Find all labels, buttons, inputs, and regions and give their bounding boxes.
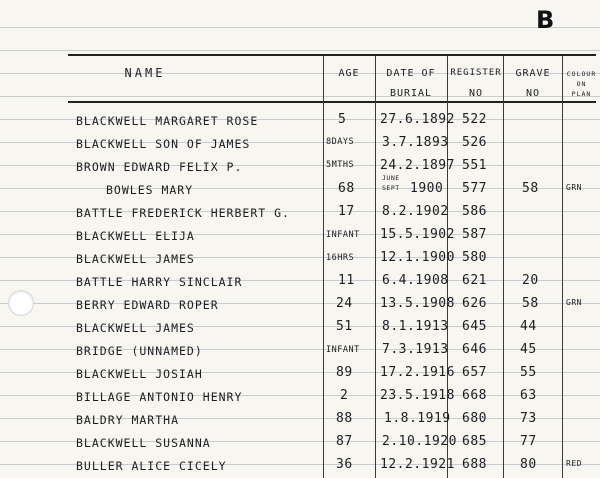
entry-date: 12.1.1900 bbox=[380, 250, 455, 265]
entry-name: BILLAGE ANTONIO HENRY bbox=[76, 390, 243, 404]
entry-age: 2 bbox=[340, 388, 349, 403]
entry-grave: 63 bbox=[520, 388, 537, 403]
entry-grave: 55 bbox=[520, 365, 537, 380]
entry-name: BALDRY MARTHA bbox=[76, 413, 180, 427]
entry-age: 89 bbox=[336, 365, 353, 380]
entry-date: 15.5.1902 bbox=[380, 227, 455, 242]
entry-date: 2.10.1920 bbox=[382, 434, 457, 449]
entry-age: 24 bbox=[336, 296, 353, 311]
entry-grave: 45 bbox=[520, 342, 537, 357]
header-bottom-rule bbox=[68, 101, 596, 103]
header-colour-line2: ON bbox=[576, 80, 587, 88]
entry-date: 17.2.1916 bbox=[380, 365, 455, 380]
entry-age: 11 bbox=[338, 273, 355, 288]
entry-age: 16HRS bbox=[326, 253, 355, 263]
entry-register: 587 bbox=[462, 227, 487, 242]
entry-name: BLACKWELL JAMES bbox=[76, 321, 195, 335]
entry-date: 1900 bbox=[410, 181, 444, 196]
entry-register: 577 bbox=[462, 181, 487, 196]
card-index-letter: B bbox=[536, 6, 555, 34]
entry-name: BLACKWELL JAMES bbox=[76, 252, 195, 266]
entry-age: 87 bbox=[336, 434, 353, 449]
entry-date: 3.7.1893 bbox=[382, 135, 449, 150]
column-divider-date bbox=[375, 56, 376, 478]
entry-age: 5 bbox=[338, 112, 347, 127]
entry-date: 23.5.1918 bbox=[380, 388, 455, 403]
column-divider-colour bbox=[562, 56, 563, 478]
header-grave-line1: GRAVE bbox=[515, 68, 551, 79]
entry-name: BLACKWELL SON OF JAMES bbox=[76, 137, 251, 151]
entry-register: 621 bbox=[462, 273, 487, 288]
entry-name: BOWLES MARY bbox=[106, 183, 194, 197]
entry-colour: RED bbox=[566, 459, 582, 468]
entry-colour: GRN bbox=[566, 298, 582, 307]
entry-colour: GRN bbox=[566, 183, 582, 192]
entry-date: 13.5.1908 bbox=[380, 296, 455, 311]
entry-grave: 73 bbox=[520, 411, 537, 426]
entry-date: 8.2.1902 bbox=[382, 204, 449, 219]
entry-age: 51 bbox=[336, 319, 353, 334]
entry-age: INFANT bbox=[326, 345, 360, 355]
entry-name: BLACKWELL SUSANNA bbox=[76, 436, 211, 450]
column-divider-grave bbox=[503, 56, 504, 478]
header-register-line2: NO bbox=[468, 88, 484, 99]
entry-date: 8.1.1913 bbox=[382, 319, 449, 334]
header-top-rule bbox=[68, 54, 596, 56]
header-grave-line2: NO bbox=[525, 88, 541, 99]
entry-name: BROWN EDWARD FELIX P. bbox=[76, 160, 243, 174]
entry-age: INFANT bbox=[326, 230, 360, 240]
entry-register: 526 bbox=[462, 135, 487, 150]
entry-grave: 44 bbox=[520, 319, 537, 334]
header-date-line2: BURIAL bbox=[389, 88, 433, 99]
entry-age: 5MTHS bbox=[326, 160, 355, 170]
entry-register: 688 bbox=[462, 457, 487, 472]
entry-name: BATTLE HARRY SINCLAIR bbox=[76, 275, 243, 289]
entry-register: 626 bbox=[462, 296, 487, 311]
entry-date: 1.8.1919 bbox=[384, 411, 451, 426]
entry-register: 668 bbox=[462, 388, 487, 403]
entry-name: BLACKWELL JOSIAH bbox=[76, 367, 203, 381]
entry-date: 12.2.1921 bbox=[380, 457, 455, 472]
header-register-line1: REGISTER bbox=[450, 68, 502, 78]
entry-date-note-top: JUNE bbox=[382, 174, 400, 182]
entry-register: 645 bbox=[462, 319, 487, 334]
punch-hole bbox=[8, 290, 34, 316]
entry-date: 27.6.1892 bbox=[380, 112, 455, 127]
entry-register: 522 bbox=[462, 112, 487, 127]
column-divider-age bbox=[323, 56, 324, 478]
entry-register: 680 bbox=[462, 411, 487, 426]
entry-name: BERRY EDWARD ROPER bbox=[76, 298, 219, 312]
entry-register: 586 bbox=[462, 204, 487, 219]
entry-register: 580 bbox=[462, 250, 487, 265]
entry-name: BLACKWELL MARGARET ROSE bbox=[76, 114, 259, 128]
entry-age: 68 bbox=[338, 181, 355, 196]
entry-grave: 80 bbox=[520, 457, 537, 472]
entry-register: 657 bbox=[462, 365, 487, 380]
entry-age: 17 bbox=[338, 204, 355, 219]
entry-grave: 58 bbox=[522, 296, 539, 311]
entry-date: 24.2.1897 bbox=[380, 158, 455, 173]
entry-grave: 77 bbox=[520, 434, 537, 449]
entry-age: 36 bbox=[336, 457, 353, 472]
header-colour-line3: PLAN bbox=[571, 90, 592, 98]
entry-name: BATTLE FREDERICK HERBERT G. bbox=[76, 206, 290, 220]
entry-age: 8DAYS bbox=[326, 137, 355, 147]
entry-name: BLACKWELL ELIJA bbox=[76, 229, 195, 243]
header-age: AGE bbox=[338, 68, 360, 79]
header-date-line1: DATE OF bbox=[386, 68, 436, 79]
header-colour-line1: COLOUR bbox=[566, 70, 597, 78]
entry-register: 646 bbox=[462, 342, 487, 357]
entry-name: BRIDGE (UNNAMED) bbox=[76, 344, 203, 358]
entry-register: 685 bbox=[462, 434, 487, 449]
header-name: NAME bbox=[124, 66, 166, 80]
entry-register: 551 bbox=[462, 158, 487, 173]
entry-grave: 58 bbox=[522, 181, 539, 196]
entry-date: 6.4.1908 bbox=[382, 273, 449, 288]
entry-grave: 20 bbox=[522, 273, 539, 288]
entry-date-note-bottom: SEPT bbox=[382, 184, 400, 192]
entry-name: BULLER ALICE CICELY bbox=[76, 459, 227, 473]
entry-age: 88 bbox=[336, 411, 353, 426]
entry-date: 7.3.1913 bbox=[382, 342, 449, 357]
